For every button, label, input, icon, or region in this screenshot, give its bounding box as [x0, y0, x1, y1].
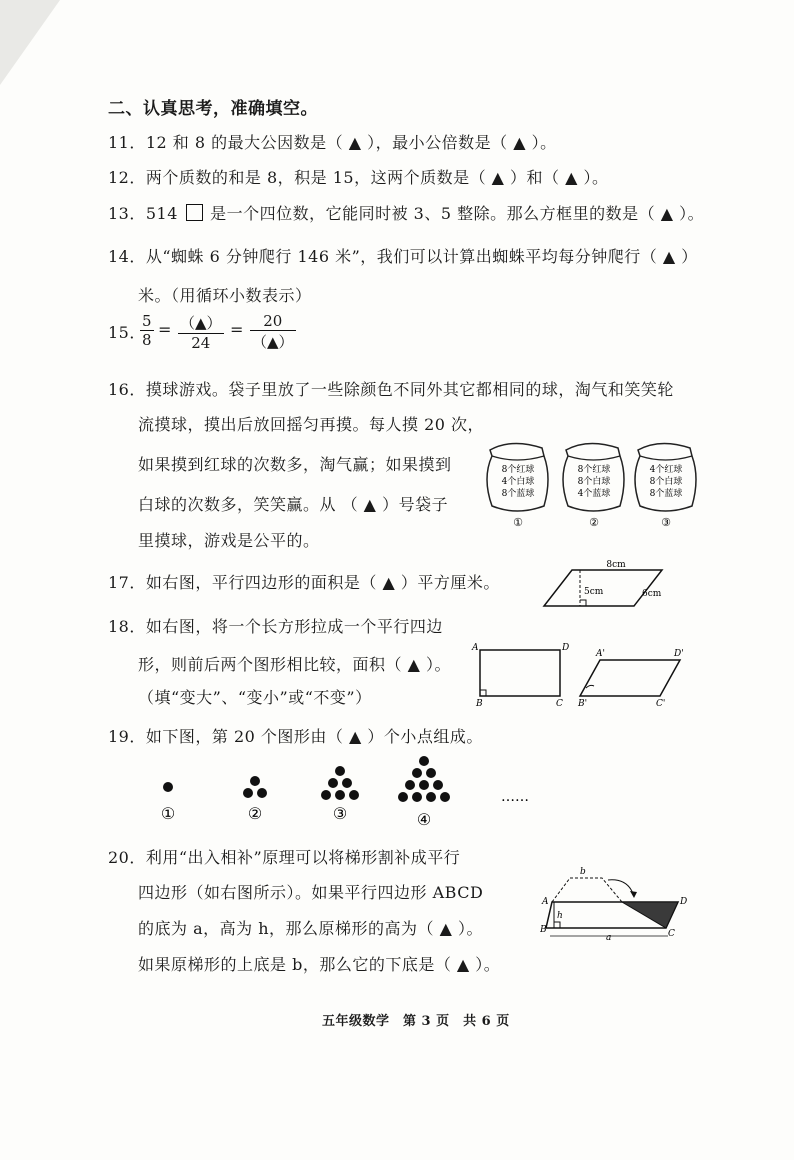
question-17: 17．如右图，平行四边形的面积是（ ▲ ）平方厘米。: [108, 573, 500, 592]
trapezoid-label-A: A: [542, 897, 549, 907]
ball-bags-figure: [480, 438, 700, 533]
fraction-1-numerator: 5: [142, 312, 152, 330]
bag-3-line-1: 4个红球: [649, 465, 683, 475]
bag-1: [487, 443, 548, 529]
question-16-line2: 流摸球，摸出后放回摇匀再摸。每人摸 20 次，: [138, 415, 485, 434]
question-16-line4: 白球的次数多，笑笑赢。从 （ ▲ ）号袋子: [138, 495, 449, 514]
equals-sign-2: =: [230, 320, 244, 339]
answer-box-icon: [186, 204, 203, 221]
question-18-line3: （填“变大”、“变小”或“不变”）: [138, 688, 372, 707]
question-12: 12．两个质数的和是 8，积是 15，这两个质数是（ ▲ ）和（ ▲ ）。: [108, 168, 609, 187]
bag-3: [635, 443, 696, 529]
trapezoid-label-b: b: [580, 867, 586, 877]
label-B-prime: B': [578, 699, 588, 708]
fraction-1-denominator: 8: [142, 331, 152, 349]
fraction-2: [178, 312, 224, 352]
question-20-line3: 的底为 a，高为 h，那么原梯形的高为（ ▲ ）。: [138, 919, 483, 938]
trapezoid-label-a: a: [606, 933, 612, 943]
question-14-line1: 14．从“蜘蛛 6 分钟爬行 146 米”，我们可以计算出蜘蛛平均每分钟爬行（ ▲ ）: [108, 247, 698, 266]
question-16-line5: 里摸球，游戏是公平的。: [138, 531, 320, 550]
question-18-line2: 形，则前后两个图形相比较，面积（ ▲ ）。: [138, 655, 451, 674]
question-20-line4: 如果原梯形的上底是 b，那么它的下底是（ ▲ ）。: [138, 955, 501, 974]
fraction-3-denominator: （▲）: [252, 333, 294, 351]
dot-figure-3-label: ③: [332, 804, 348, 823]
question-18-line1: 18．如右图，将一个长方形拉成一个平行四边: [108, 617, 443, 636]
question-14-line2: 米。（用循环小数表示）: [138, 286, 312, 305]
dot-figure-2: [243, 776, 267, 798]
parallelogram-height-label: 5cm: [584, 587, 604, 597]
trapezoid-label-D: D: [680, 897, 688, 907]
bag-1-line-2: 4个白球: [501, 477, 535, 487]
dot-figure-1-label: ①: [160, 804, 176, 823]
fraction-1: [140, 312, 154, 349]
bag-1-line-3: 8个蓝球: [501, 489, 535, 499]
question-16-line1: 16．摸球游戏。袋子里放了一些除颜色不同外其它都相同的球，淘气和笑笑轮: [108, 380, 674, 399]
question-15-label: 15．: [108, 323, 146, 342]
question-13-prefix: 13．514: [108, 204, 178, 223]
parallelogram-top-label: 8cm: [606, 560, 626, 570]
fraction-2-numerator: （▲）: [180, 314, 222, 332]
question-19: 19．如下图，第 20 个图形由（ ▲ ）个小点组成。: [108, 727, 483, 746]
equals-sign-1: =: [158, 320, 172, 339]
question-13: [108, 201, 704, 224]
bag-2-line-1: 8个红球: [577, 465, 611, 475]
section-title: 二、认真思考，准确填空。: [108, 99, 318, 119]
bag-1-number: ①: [513, 516, 523, 529]
bag-2: [563, 443, 624, 529]
dot-pattern-ellipsis: ……: [501, 789, 529, 805]
question-16-line3: 如果摸到红球的次数多，淘气赢；如果摸到: [138, 455, 452, 474]
fraction-2-denominator: 24: [191, 334, 211, 352]
bag-2-line-3: 4个蓝球: [577, 489, 611, 499]
rectangle-to-parallelogram-figure: [470, 638, 700, 708]
trapezoid-label-C: C: [668, 929, 675, 939]
page-corner-fold: [0, 0, 60, 85]
question-11: 11．12 和 8 的最大公因数是（ ▲ ），最小公倍数是（ ▲ ）。: [108, 133, 557, 152]
bag-2-number: ②: [589, 516, 599, 529]
parallelogram-side-label: 6cm: [642, 589, 662, 599]
question-20-line1: 20．利用“出入相补”原理可以将梯形割补成平行: [108, 848, 461, 867]
dot-figure-1: [163, 782, 173, 792]
bag-2-line-2: 8个白球: [577, 477, 611, 487]
bag-1-line-1: 8个红球: [501, 465, 535, 475]
label-B: B: [476, 699, 483, 708]
label-A: A: [472, 643, 479, 653]
label-D: D: [562, 643, 570, 653]
bag-3-number: ③: [661, 516, 671, 529]
question-20-line2: 四边形（如右图所示）。如果平行四边形 ABCD: [138, 883, 484, 902]
label-C: C: [556, 699, 563, 708]
dot-figure-2-label: ②: [247, 804, 263, 823]
page-footer: 五年级数学 第 3 页 共 6 页: [322, 1014, 510, 1029]
fraction-3-numerator: 20: [250, 312, 296, 331]
label-C-prime: C': [656, 699, 666, 708]
dot-figure-4-label: ④: [416, 810, 432, 829]
dot-figure-3: [321, 766, 359, 800]
trapezoid-figure: [540, 864, 690, 944]
trapezoid-label-h: h: [557, 911, 563, 921]
label-D-prime: D': [674, 649, 684, 659]
parallelogram-figure: [540, 558, 670, 613]
label-A-prime: A': [596, 649, 605, 659]
question-13-suffix: 是一个四位数，它能同时被 3、5 整除。那么方框里的数是（ ▲ ）。: [210, 204, 705, 223]
dot-figure-4: [398, 756, 450, 802]
fraction-3: [250, 312, 296, 352]
bag-3-line-2: 8个白球: [649, 477, 683, 487]
bag-3-line-3: 8个蓝球: [649, 489, 683, 499]
trapezoid-label-B: B: [540, 925, 547, 935]
dot-pattern-figure: [150, 755, 540, 830]
